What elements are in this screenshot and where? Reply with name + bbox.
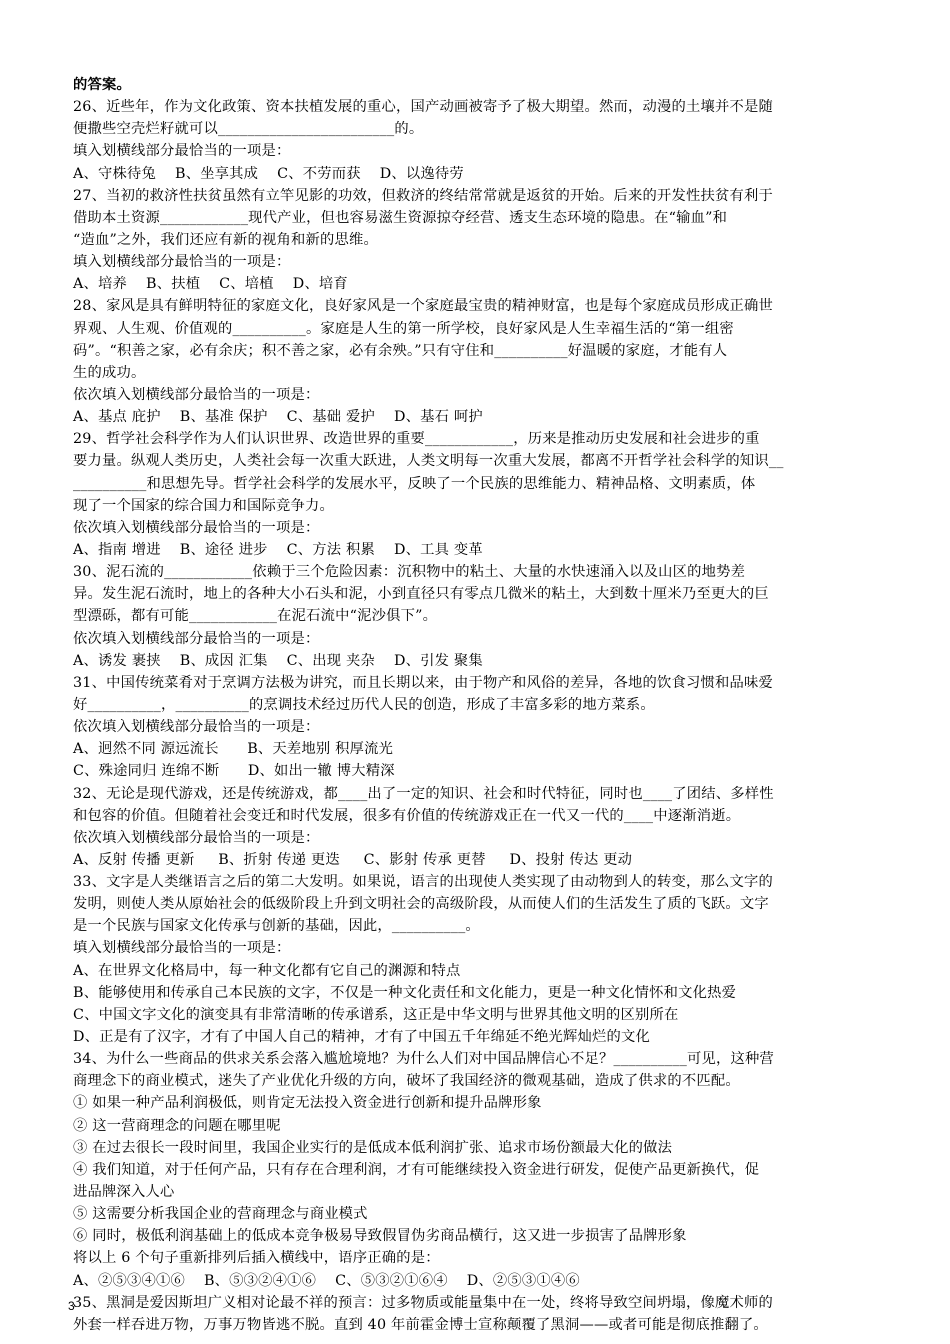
text-line: 填入划横线部分最恰当的一项是：	[73, 254, 291, 271]
text-line: ④ 我们知道，对于任何产品，只有存在合理利润，才有可能继续投入资金进行研发，促使产品更新换代，促	[73, 1161, 760, 1178]
text-line: A、在世界文化格局中，每一种文化都有它自己的渊源和特点	[73, 962, 461, 979]
text-line: 要力量。纵观人类历史，人类社会每一次重大跃进，人类文明每一次重大发展，都离不开哲学社会科学的知识__	[73, 453, 784, 470]
text-line: A、反射 传播 更新 B、折射 传递 更迭 C、影射 传承 更替 D、投射 传达 更动	[73, 851, 633, 868]
text-line: __________和思想先导。哲学社会科学的发展水平，反映了一个民族的思维能力、精神品格、文明素质，体	[73, 475, 756, 492]
text-line: 30、泥石流的____________依赖于三个危险因素：沉积物中的粘土、大量的水快速涌入以及山区的地势差	[73, 564, 746, 581]
page-number: 3	[68, 1299, 75, 1313]
text-line: C、中国文字文化的演变具有非常清晰的传承谱系，这正是中华文明与世界其他文明的区别所在	[73, 1006, 679, 1023]
text-line: 码”。“积善之家，必有余庆；积不善之家，必有余殃。”只有守住和__________好温暖的家庭，才能有人	[73, 342, 728, 359]
text-line: 好__________，__________的烹调技术经过历代人民的创造，形成了丰富多彩的地方菜系。	[73, 696, 655, 713]
text-line: A、迥然不同 源远流长 B、天差地别 积厚流光	[73, 741, 394, 758]
text-line: ② 这一营商理念的问题在哪里呢	[73, 1117, 281, 1134]
text-line: 外套一样吞进万物，万事万物皆逃不脱。直到 40 年前霍金博士宣称颠覆了黑洞——或者可能是彻底推翻了。	[73, 1316, 768, 1333]
section-heading: 的答案。	[73, 77, 131, 93]
text-line: 便撒些空壳烂籽就可以________________________的。	[73, 121, 424, 138]
text-line: 型漂砾，都有可能____________在泥石流中“泥沙俱下”。	[73, 608, 438, 625]
text-line: 界观、人生观、价值观的__________。家庭是人生的第一所学校，良好家风是人生幸福生活的“第一组密	[73, 320, 734, 337]
text-line: A、诱发 裹挟 B、成因 汇集 C、出现 夹杂 D、引发 聚集	[73, 652, 483, 669]
text-line: ③ 在过去很长一段时间里，我国企业实行的是低成本低利润扩张、追求市场份额最大化的做法	[73, 1139, 673, 1156]
text-line: 依次填入划横线部分最恰当的一项是：	[73, 719, 320, 736]
text-line: A、基点 庇护 B、基准 保护 C、基础 爱护 D、基石 呵护	[73, 409, 483, 426]
text-line: 填入划横线部分最恰当的一项是：	[73, 143, 291, 160]
text-line: 31、中国传统菜肴对于烹调方法极为讲究，而且长期以来，由于物产和风俗的差异，各地的饮食习惯和品味爱	[73, 674, 773, 691]
text-line: B、能够使用和传承自己本民族的文字，不仅是一种文化责任和文化能力，更是一种文化情怀和文化热爱	[73, 984, 737, 1001]
text-line: 28、家风是具有鲜明特征的家庭文化，良好家风是一个家庭最宝贵的精神财富，也是每个家庭成员形成正确世	[73, 298, 773, 315]
text-line: A、培养 B、扶植 C、培植 D、培育	[73, 276, 348, 293]
text-line: ① 如果一种产品利润极低，则肯定无法投入资金进行创新和提升品牌形象	[73, 1095, 542, 1112]
document-body	[73, 74, 883, 1336]
text-line: 异。发生泥石流时，地上的各种大小石头和泥，小到直径只有零点几微米的粘土，大到数十厘米乃至更大的巨	[73, 586, 769, 603]
text-line: “造血”之外，我们还应有新的视角和新的思维。	[73, 231, 378, 248]
text-line: 26、近些年，作为文化政策、资本扶植发展的重心，国产动画被寄予了极大期望。然而，动漫的土壤并不是随	[73, 99, 773, 116]
text-line: 将以上 6 个句子重新排列后插入横线中，语序正确的是：	[73, 1250, 440, 1267]
text-line: C、殊途同归 连绵不断 D、如出一辙 博大精深	[73, 763, 395, 780]
text-line: A、守株待兔 B、坐享其成 C、不劳而获 D、以逸待劳	[73, 165, 464, 182]
text-line: 是一个民族与国家文化传承与创新的基础，因此，__________。	[73, 918, 480, 935]
text-line: ⑤ 这需要分析我国企业的营商理念与商业模式	[73, 1206, 368, 1223]
text-line: 27、当初的救济性扶贫虽然有立竿见影的功效，但救济的终结常常就是返贫的开始。后来的开发性扶贫有利于	[73, 187, 773, 204]
text-line: 依次填入划横线部分最恰当的一项是：	[73, 829, 320, 846]
text-line: 借助本土资源____________现代产业，但也容易滋生资源掠夺经营、透支生态环境的隐患。在“输血”和	[73, 209, 728, 226]
text-line: 进品牌深入人心	[73, 1184, 175, 1201]
text-line: A、②⑤③④①⑥ B、⑤③②④①⑥ C、⑤③②①⑥④ D、②⑤③①④⑥	[73, 1272, 580, 1289]
text-line: 33、文字是人类继语言之后的第二大发明。如果说，语言的出现使人类实现了由动物到人的转变，那么文字的	[73, 874, 773, 891]
text-line: A、指南 增进 B、途径 进步 C、方法 积累 D、工具 变革	[73, 541, 483, 558]
text-line: ⑥ 同时，极低利润基础上的低成本竞争极易导致假冒伪劣商品横行，这又进一步损害了品牌形象	[73, 1228, 687, 1245]
text-line: 34、为什么一些商品的供求关系会落入尴尬境地？为什么人们对中国品牌信心不足？__________可见，这种营	[73, 1051, 774, 1068]
text-line: 商理念下的商业模式，迷失了产业优化升级的方向，破坏了我国经济的微观基础，造成了供求的不匹配。	[73, 1073, 740, 1090]
text-line: 35、黑洞是爱因斯坦广义相对论最不祥的预言：过多物质或能量集中在一处，终将导致空间坍塌，像魔术师的	[73, 1294, 773, 1311]
text-line: 填入划横线部分最恰当的一项是：	[73, 940, 291, 957]
text-line: 32、无论是现代游戏，还是传统游戏，都____出了一定的知识、社会和时代特征，同时也____了团结、多样性	[73, 785, 774, 802]
text-line: 现了一个国家的综合国力和国际竞争力。	[73, 497, 334, 514]
text-line: 生的成功。	[73, 364, 146, 381]
text-line: D、正是有了汉字，才有了中国人自己的精神，才有了中国五千年绵延不绝光辉灿烂的文化	[73, 1029, 651, 1046]
text-line: 依次填入划横线部分最恰当的一项是：	[73, 630, 320, 647]
text-line: 依次填入划横线部分最恰当的一项是：	[73, 386, 320, 403]
text-line: 和包容的价值。但随着社会变迁和时代发展，很多有价值的传统游戏正在一代又一代的____中逐渐消逝。	[73, 807, 741, 824]
text-line: 依次填入划横线部分最恰当的一项是：	[73, 519, 320, 536]
text-line: 发明，则使人类从原始社会的低级阶段上升到文明社会的高级阶段，从而使人们的生活发生了质的飞跃。文字	[73, 896, 769, 913]
text-line: 29、哲学社会科学作为人们认识世界、改造世界的重要____________，历来是推动历史发展和社会进步的重	[73, 431, 760, 448]
